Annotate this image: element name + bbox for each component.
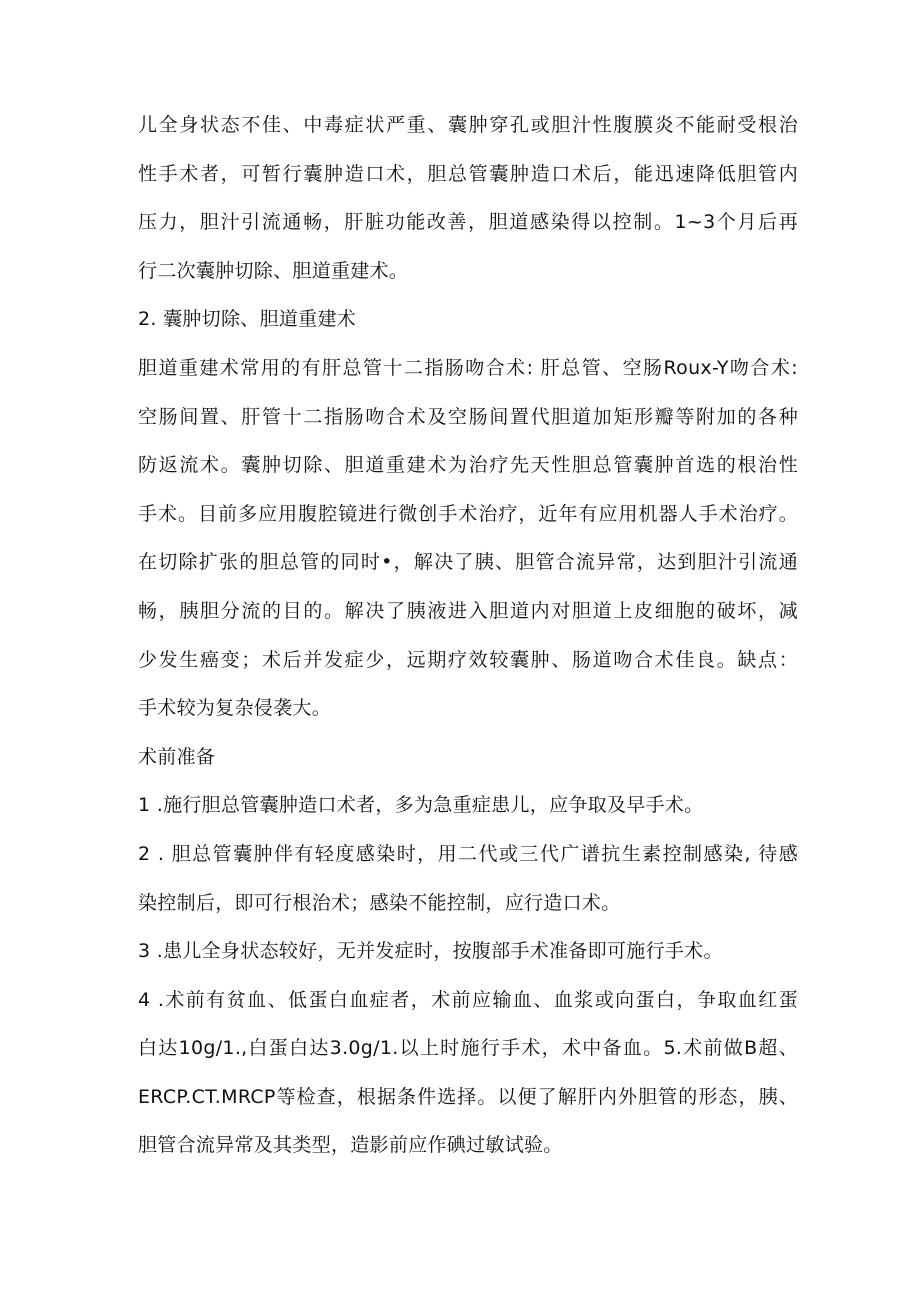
document-body <box>138 110 798 1179</box>
text-line: 手术。目前多应用腹腔镜进行微创手术治疗，近年有应用机器人手术治疗。 <box>138 502 798 525</box>
text-line: 空肠间置、肝管十二指肠吻合术及空肠间置代胆道加矩形瓣等附加的各种 <box>138 405 798 428</box>
text-line: 在切除扩张的胆总管的同时•，解决了胰、胆管合流异常，达到胆汁引流通 <box>138 551 798 574</box>
section-heading: 2. 囊肿切除、胆道重建术 <box>138 308 357 331</box>
text-line: 白达10g/1.,白蛋白达3.0g/1.以上时施行手术，术中备血。5.术前做B超、 <box>138 1037 798 1060</box>
text-line: 儿全身状态不佳、中毒症状严重、囊肿穿孔或胆汁性腹膜炎不能耐受根治 <box>138 114 798 136</box>
list-item: 2 . 胆总管囊肿伴有轻度感染时，用二代或三代广谱抗生素控制感染, 待感 <box>138 842 798 865</box>
text-line: 防返流术。囊肿切除、胆道重建术为治疗先天性胆总管囊肿首选的根治性 <box>138 454 798 477</box>
section-heading: 术前准备 <box>138 745 216 768</box>
text-line: 性手术者，可暂行囊肿造口术，胆总管囊肿造口术后，能迅速降低胆管内 <box>138 162 798 185</box>
text-line: 胆管合流异常及其类型，造影前应作碘过敏试验。 <box>138 1134 563 1157</box>
text-line: 手术较为复杂侵袭大。 <box>138 697 332 720</box>
text-line: 染控制后，即可行根治术；感染不能控制，应行造口术。 <box>138 891 621 914</box>
text-line: 畅，胰胆分流的目的。解决了胰液进入胆道内对胆道上皮细胞的破坏，减 <box>138 599 798 622</box>
list-item: 3 .患儿全身状态较好，无并发症时，按腹部手术准备即可施行手术。 <box>138 940 723 963</box>
text-line: 压力，胆汁引流通畅，肝脏功能改善，胆道感染得以控制。1~3个月后再 <box>138 211 798 234</box>
text-line: 少发生癌变；术后并发症少，远期疗效较囊肿、肠道吻合术佳良。缺点： <box>138 648 798 671</box>
list-item: 4 .术前有贫血、低蛋白血症者，术前应输血、血浆或向蛋白，争取血红蛋 <box>138 988 798 1011</box>
text-line: ERCP.CT.MRCP等检查，根据条件选择。以便了解肝内外胆管的形态，胰、 <box>138 1085 798 1108</box>
text-line: 行二次囊肿切除、胆道重建术。 <box>138 259 409 282</box>
list-item: 1 .施行胆总管囊肿造口术者，多为急重症患儿，应争取及早手术。 <box>138 794 704 817</box>
text-line: 胆道重建术常用的有肝总管十二指肠吻合术: 肝总管、空肠Roux-Y吻合术: <box>138 356 798 379</box>
